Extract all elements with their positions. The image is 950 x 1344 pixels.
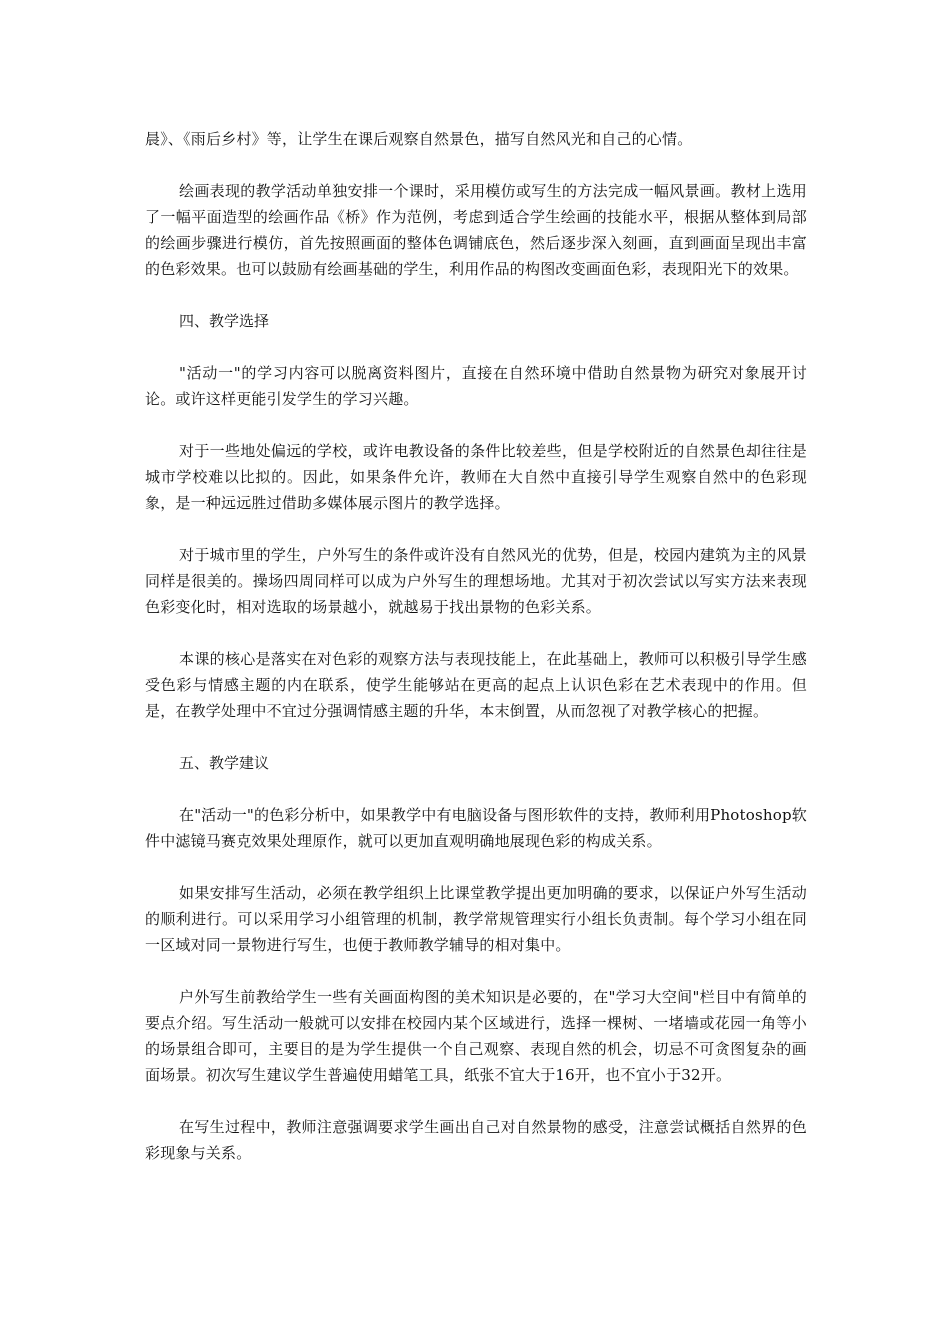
paragraph-gap [145,776,807,802]
paragraph-9: 户外写生前教给学生一些有关画面构图的美术知识是必要的，在"学习大空间"栏目中有简单的要点介绍。写生活动一般就可以安排在校园内某个区域进行，选择一棵树、一堵墙或花园一角等小的场景组合即可，主要目的是为学生提供一个自己观察、表现自然的机会，切忌不可贪图复杂的画面场景。初次写生建议学生普遍使用蜡笔工具，纸张不宜大于16开，也不宜小于32开。 [145,988,807,1084]
paragraph-gap [145,152,807,178]
paragraph-10: 在写生过程中，教师注意强调要求学生画出自己对自然景物的感受，注意尝试概括自然界的色彩现象与关系。 [145,1118,807,1162]
paragraph-3: "活动一"的学习内容可以脱离资料图片，直接在自然环境中借助自然景物为研究对象展开讨论。或许这样更能引发学生的学习兴趣。 [145,364,807,408]
paragraph-6: 本课的核心是落实在对色彩的观察方法与表现技能上，在此基础上，教师可以积极引导学生感受色彩与情感主题的内在联系，使学生能够站在更高的起点上认识色彩在艺术表现中的作用。但是，在教学处理中不宜过分强调情感主题的升华，本末倒置，从而忽视了对教学核心的把握。 [145,650,807,720]
paragraph-2: 绘画表现的教学活动单独安排一个课时，采用模仿或写生的方法完成一幅风景画。教材上选用了一幅平面造型的绘画作品《桥》作为范例，考虑到适合学生绘画的技能水平，根据从整体到局部的绘画步骤进行模仿，首先按照画面的整体色调铺底色，然后逐步深入刻画，直到画面呈现出丰富的色彩效果。也可以鼓励有绘画基础的学生，利用作品的构图改变画面色彩，表现阳光下的效果。 [145,182,807,278]
paragraph-gap [145,412,807,438]
paragraph-5: 对于城市里的学生，户外写生的条件或许没有自然风光的优势，但是，校园内建筑为主的风景同样是很美的。操场四周同样可以成为户外写生的理想场地。尤其对于初次尝试以写实方法来表现色彩变化时，相对选取的场景越小，就越易于找出景物的色彩关系。 [145,546,807,616]
paragraph-7: 在"活动一"的色彩分析中，如果教学中有电脑设备与图形软件的支持，教师利用Photoshop软件中滤镜马赛克效果处理原作，就可以更加直观明确地展现色彩的构成关系。 [145,806,807,850]
paragraph-1: 晨》、《雨后乡村》等，让学生在课后观察自然景色，描写自然风光和自己的心情。 [145,130,693,148]
paragraph-gap [145,854,807,880]
paragraph-gap [145,958,807,984]
paragraph-gap [145,516,807,542]
section-heading-5: 五、教学建议 [179,754,270,772]
paragraph-gap [145,334,807,360]
section-heading-4: 四、教学选择 [179,312,270,330]
paragraph-gap [145,282,807,308]
paragraph-gap [145,724,807,750]
document-body [145,126,807,1166]
paragraph-4: 对于一些地处偏远的学校，或许电教设备的条件比较差些，但是学校附近的自然景色却往往是城市学校难以比拟的。因此，如果条件允许，教师在大自然中直接引导学生观察自然中的色彩现象，是一种远远胜过借助多媒体展示图片的教学选择。 [145,442,807,512]
paragraph-gap [145,620,807,646]
paragraph-8: 如果安排写生活动，必须在教学组织上比课堂教学提出更加明确的要求，以保证户外写生活动的顺利进行。可以采用学习小组管理的机制，教学常规管理实行小组长负责制。每个学习小组在同一区域对同一景物进行写生，也便于教师教学辅导的相对集中。 [145,884,807,954]
paragraph-gap [145,1088,807,1114]
